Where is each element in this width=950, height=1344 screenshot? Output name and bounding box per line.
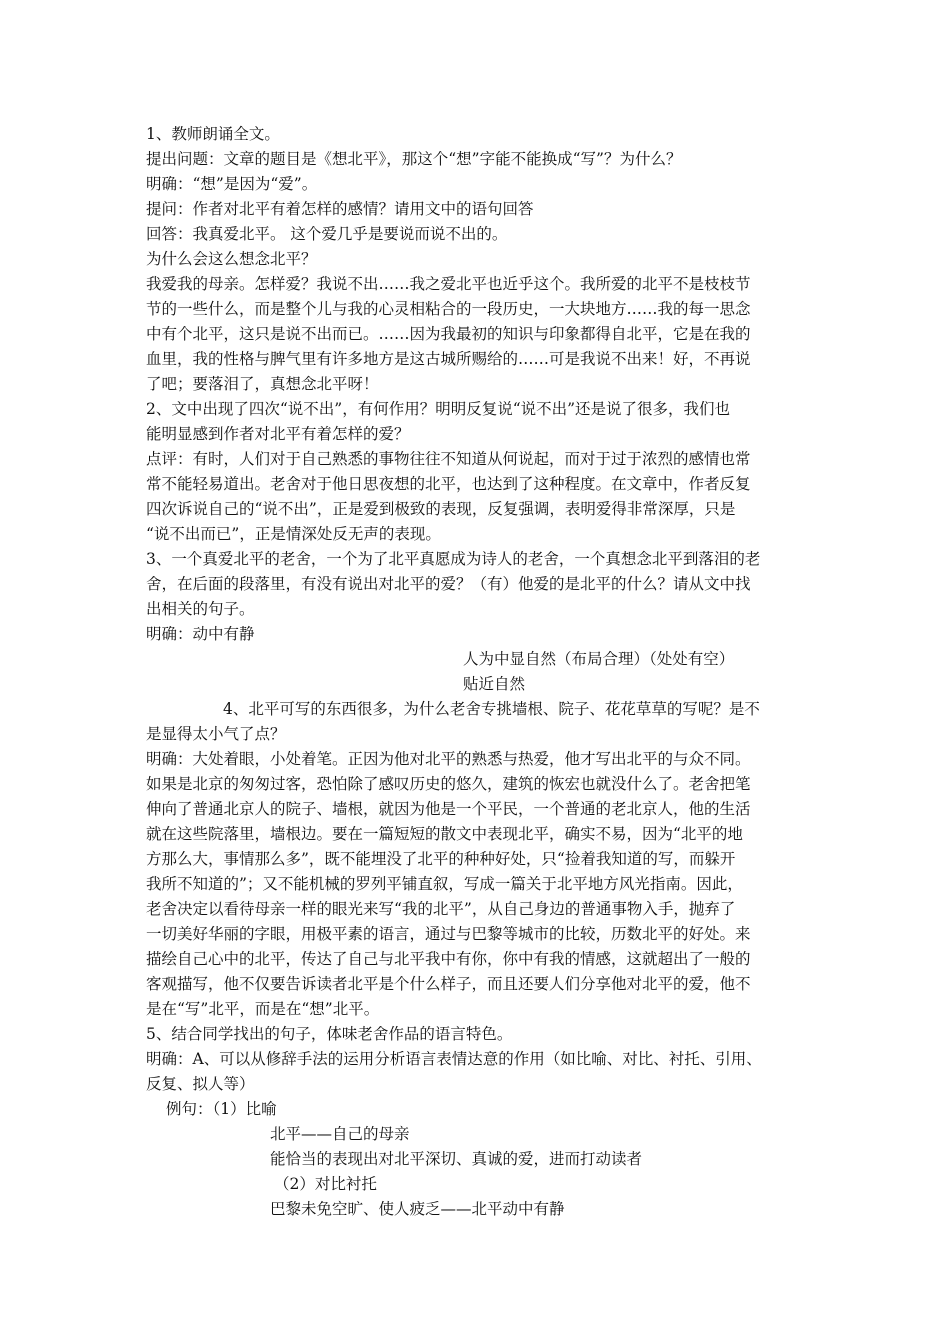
text-line: “说不出而已”，正是情深处反无声的表现。 [146, 525, 441, 543]
question-4: 4、北平可写的东西很多，为什么老舍专挑墙根、院子、花花草草的写呢？是不 [223, 700, 760, 718]
text-line: 四次诉说自己的“说不出”，正是爱到极致的表现，反复强调，表明爱得非常深厚，只是 [146, 500, 736, 518]
example-label: 例句：（1）比喻 [166, 1100, 277, 1118]
text-line: 就在这些院落里，墙根边。要在一篇短短的散文中表现北平，确实不易，因为“北平的地 [146, 825, 743, 843]
text-line: 中有个北平，这只是说不出而已。……因为我最初的知识与印象都得自北平，它是在我的 [146, 325, 751, 343]
text-line: 描绘自己心中的北平，传达了自己与北平我中有你，你中有我的情感，这就超出了一般的 [146, 950, 751, 968]
text-line: 了吧；要落泪了，真想念北平呀！ [146, 375, 379, 393]
text-line: 客观描写，他不仅要告诉读者北平是个什么样子，而且还要人们分享他对北平的爱，他不 [146, 975, 751, 993]
text-line: 3、一个真爱北平的老舍，一个为了北平真愿成为诗人的老舍，一个真想念北平到落泪的老 [146, 550, 761, 568]
text-line: 血里，我的性格与脾气里有许多地方是这古城所赐给的……可是我说不出来！好，不再说 [146, 350, 751, 368]
text-line: 我所不知道的”；又不能机械的罗列平铺直叙，写成一篇关于北平地方风光指南。因此， [146, 875, 743, 893]
text-line: 是显得太小气了点？ [146, 725, 286, 743]
text-line: 1、教师朗诵全文。 [146, 125, 280, 143]
text-line: 明确：大处着眼，小处着笔。正因为他对北平的熟悉与热爱，他才写出北平的与众不同。 [146, 750, 751, 768]
centered-note: 人为中显自然（布局合理）（处处有空） [463, 650, 735, 668]
text-line: 提问：作者对北平有着怎样的感情？请用文中的语句回答 [146, 200, 534, 218]
text-line: 伸向了普通北京人的院子、墙根，就因为他是一个平民，一个普通的老北京人，他的生活 [146, 800, 751, 818]
text-line: 一切美好华丽的字眼，用极平素的语言，通过与巴黎等城市的比较，历数北平的好处。来 [146, 925, 751, 943]
text-line: 如果是北京的匆匆过客，恐怕除了感叹历史的悠久，建筑的恢宏也就没什么了。老舍把笔 [146, 775, 751, 793]
example-line: 巴黎未免空旷、使人疲乏——北平动中有静 [270, 1200, 565, 1218]
text-line: 是在“写”北平，而是在“想”北平。 [146, 1000, 380, 1018]
example-line: 能恰当的表现出对北平深切、真诚的爱，进而打动读者 [270, 1150, 643, 1168]
text-line: 2、文中出现了四次“说不出”，有何作用？明明反复说“说不出”还是说了很多，我们也 [146, 400, 731, 418]
text-line: 常不能轻易道出。老舍对于他日思夜想的北平，也达到了这种程度。在文章中，作者反复 [146, 475, 751, 493]
document-body [146, 122, 806, 1222]
text-line: 我爱我的母亲。怎样爱？我说不出……我之爱北平也近乎这个。我所爱的北平不是枝枝节 [146, 275, 751, 293]
text-line: 反复、拟人等） [146, 1075, 255, 1093]
example-line: （2）对比衬托 [274, 1175, 377, 1193]
text-line: 5、结合同学找出的句子，体味老舍作品的语言特色。 [146, 1025, 513, 1043]
text-line: 提出问题：文章的题目是《想北平》，那这个“想”字能不能换成“写”？为什么？ [146, 150, 682, 168]
text-line: 舍，在后面的段落里，有没有说出对北平的爱？（有）他爱的是北平的什么？请从文中找 [146, 575, 751, 593]
example-line: 北平——自己的母亲 [270, 1125, 410, 1143]
text-line: 点评：有时，人们对于自己熟悉的事物往往不知道从何说起，而对于过于浓烈的感情也常 [146, 450, 751, 468]
text-line: 回答：我真爱北平。 这个爱几乎是要说而说不出的。 [146, 225, 508, 243]
text-line: 明确：动中有静 [146, 625, 255, 643]
text-line: 能明显感到作者对北平有着怎样的爱？ [146, 425, 410, 443]
text-line: 明确：“想”是因为“爱”。 [146, 175, 318, 193]
text-line: 方那么大，事情那么多”，既不能埋没了北平的种种好处，只“捡着我知道的写，而躲开 [146, 850, 736, 868]
text-line: 节的一些什么，而是整个儿与我的心灵相粘合的一段历史，一大块地方……我的每一思念 [146, 300, 751, 318]
text-line: 明确：A、可以从修辞手法的运用分析语言表情达意的作用（如比喻、对比、衬托、引用、 [146, 1050, 762, 1068]
text-line: 为什么会这么想念北平？ [146, 250, 317, 268]
text-line: 出相关的句子。 [146, 600, 255, 618]
centered-note: 贴近自然 [463, 675, 526, 693]
text-line: 老舍决定以看待母亲一样的眼光来写“我的北平”，从自己身边的普通事物入手，抛弃了 [146, 900, 736, 918]
